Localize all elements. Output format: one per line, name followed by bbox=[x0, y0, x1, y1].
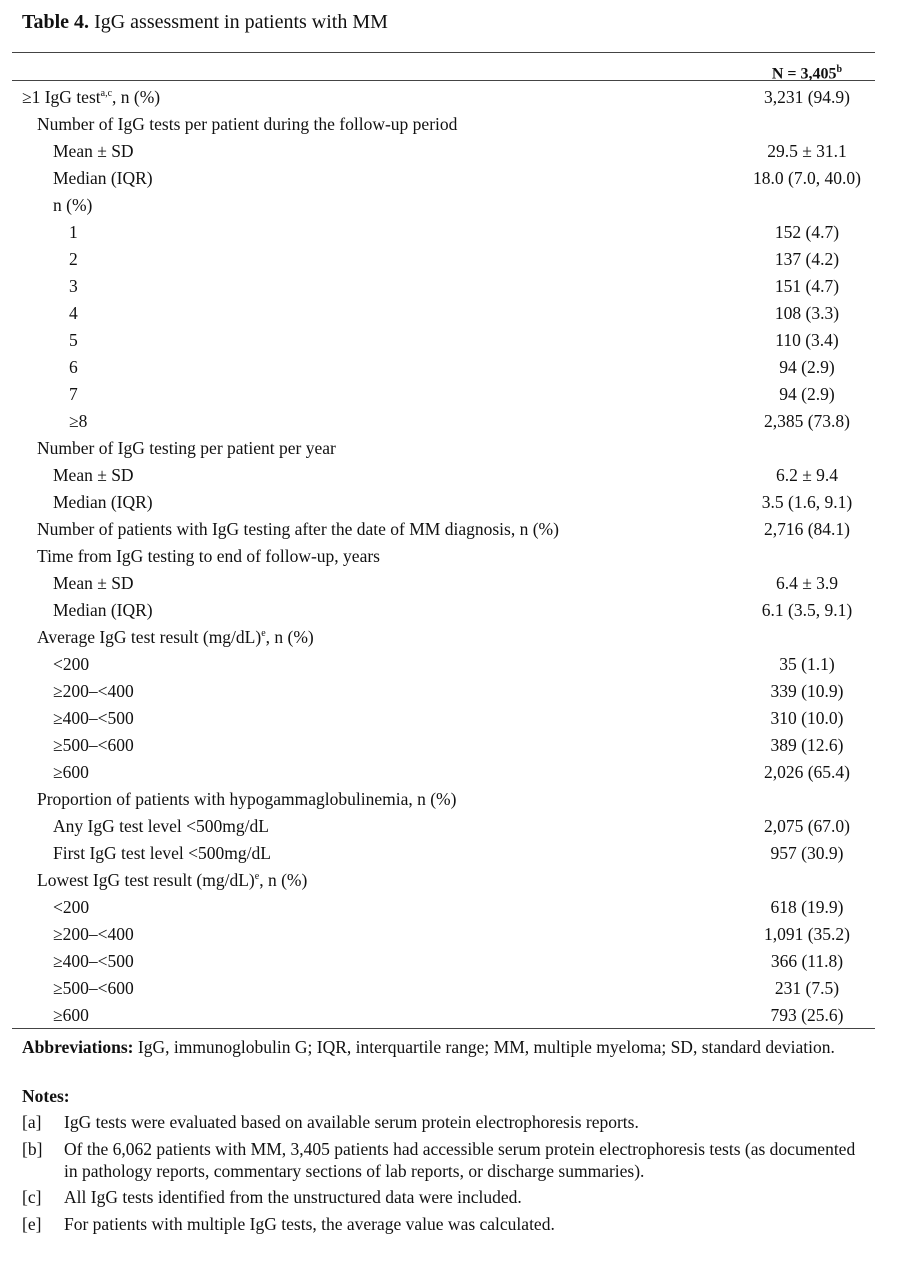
row-label-suffix: , n (%) bbox=[112, 87, 161, 107]
row-value: 618 (19.9) bbox=[770, 897, 844, 917]
row-value: 1,091 (35.2) bbox=[763, 924, 851, 944]
header-rule bbox=[12, 80, 875, 81]
row-label bbox=[53, 678, 134, 705]
row-label bbox=[53, 1002, 89, 1029]
row-value: 2,385 (73.8) bbox=[763, 411, 851, 431]
row-value: 6.4 ± 3.9 bbox=[775, 573, 839, 593]
notes-heading: Notes: bbox=[22, 1086, 70, 1106]
table-row bbox=[0, 867, 902, 894]
row-label-text: ≥400–<500 bbox=[53, 708, 134, 728]
row-label-text: Mean ± SD bbox=[53, 141, 134, 161]
row-label bbox=[69, 246, 78, 273]
table-row bbox=[0, 786, 902, 813]
note-mark: [b] bbox=[22, 1139, 43, 1159]
table-row bbox=[0, 138, 902, 165]
row-label-text: Number of patients with IgG testing after the date of MM diagnosis, n (%) bbox=[37, 519, 559, 539]
row-label bbox=[53, 570, 134, 597]
row-label bbox=[37, 111, 457, 138]
abbreviations-text: IgG, immunoglobulin G; IQR, interquartile range; MM, multiple myeloma; SD, standard deviation. bbox=[133, 1037, 835, 1057]
row-value: 137 (4.2) bbox=[774, 249, 840, 269]
abbreviations bbox=[22, 1036, 862, 1058]
row-label-text: ≥600 bbox=[53, 762, 89, 782]
row-label-text: Time from IgG testing to end of follow-up, years bbox=[37, 546, 380, 566]
row-value: 339 (10.9) bbox=[770, 681, 844, 701]
note-text: IgG tests were evaluated based on available serum protein electrophoresis reports. bbox=[64, 1112, 639, 1132]
table-row bbox=[0, 489, 902, 516]
table-row bbox=[0, 1002, 902, 1029]
row-label bbox=[69, 219, 78, 246]
row-label bbox=[53, 840, 271, 867]
row-label-text: ≥200–<400 bbox=[53, 681, 134, 701]
table-row bbox=[0, 462, 902, 489]
table-row bbox=[0, 894, 902, 921]
row-label bbox=[53, 597, 153, 624]
column-header-footnote: b bbox=[836, 64, 843, 75]
column-header-text: N = 3,405 bbox=[771, 65, 837, 83]
row-label-text: Median (IQR) bbox=[53, 492, 153, 512]
row-label bbox=[69, 408, 87, 435]
row-value: 151 (4.7) bbox=[774, 276, 840, 296]
row-value: 231 (7.5) bbox=[774, 978, 840, 998]
row-footnote-mark: a,c bbox=[100, 88, 113, 100]
table-row bbox=[0, 246, 902, 273]
row-label bbox=[37, 624, 314, 651]
note-a bbox=[22, 1111, 862, 1133]
row-footnote-mark: e bbox=[254, 871, 260, 883]
note-text: Of the 6,062 patients with MM, 3,405 patients had accessible serum protein electrophoresis tests (as documented in pathology reports, commentary sections of lab reports, or discharge summaries). bbox=[64, 1139, 856, 1181]
table-row bbox=[0, 111, 902, 138]
note-mark: [c] bbox=[22, 1187, 42, 1207]
table-row bbox=[0, 516, 902, 543]
row-value: 29.5 ± 31.1 bbox=[767, 141, 847, 161]
table-row bbox=[0, 219, 902, 246]
row-value: 94 (2.9) bbox=[779, 357, 835, 377]
note-text: For patients with multiple IgG tests, the average value was calculated. bbox=[64, 1214, 555, 1234]
row-value: 6.1 (3.5, 9.1) bbox=[761, 600, 853, 620]
row-label bbox=[37, 543, 380, 570]
table-row bbox=[0, 759, 902, 786]
table-row bbox=[0, 597, 902, 624]
bottom-rule bbox=[12, 1028, 875, 1029]
row-label-text: 1 bbox=[69, 222, 78, 242]
row-label bbox=[69, 300, 78, 327]
row-label bbox=[53, 921, 134, 948]
table-row bbox=[0, 543, 902, 570]
table-row bbox=[0, 273, 902, 300]
row-label bbox=[53, 732, 134, 759]
row-label-text: ≥1 IgG test bbox=[22, 87, 101, 107]
row-value: 366 (11.8) bbox=[770, 951, 844, 971]
row-label-text: 3 bbox=[69, 276, 78, 296]
row-label-text: Average IgG test result (mg/dL) bbox=[37, 627, 262, 647]
row-value: 35 (1.1) bbox=[779, 654, 835, 674]
table-row bbox=[0, 975, 902, 1002]
row-value: 94 (2.9) bbox=[779, 384, 835, 404]
row-label-text: ≥500–<600 bbox=[53, 978, 134, 998]
note-c bbox=[22, 1186, 862, 1208]
row-label-text: Lowest IgG test result (mg/dL) bbox=[37, 870, 255, 890]
row-label bbox=[37, 867, 307, 894]
row-label-text: 7 bbox=[69, 384, 78, 404]
row-label-text: 5 bbox=[69, 330, 78, 350]
table-row bbox=[0, 408, 902, 435]
row-label-text: 2 bbox=[69, 249, 78, 269]
row-label-text: ≥400–<500 bbox=[53, 951, 134, 971]
table-row bbox=[0, 705, 902, 732]
row-label bbox=[53, 948, 134, 975]
row-label bbox=[53, 813, 269, 840]
row-value: 2,026 (65.4) bbox=[763, 762, 851, 782]
row-label-text: ≥600 bbox=[53, 1005, 89, 1025]
table-row bbox=[0, 165, 902, 192]
row-label bbox=[22, 84, 160, 111]
table-title bbox=[22, 9, 388, 35]
row-label-text: First IgG test level <500mg/dL bbox=[53, 843, 271, 863]
note-b bbox=[22, 1138, 862, 1182]
row-label bbox=[53, 138, 134, 165]
abbreviations-label: Abbreviations: bbox=[22, 1037, 134, 1057]
table-row bbox=[0, 840, 902, 867]
table-row bbox=[0, 678, 902, 705]
row-label-text: 4 bbox=[69, 303, 78, 323]
note-mark: [a] bbox=[22, 1112, 42, 1132]
table-row bbox=[0, 84, 902, 111]
row-label bbox=[69, 381, 78, 408]
row-label-text: n (%) bbox=[53, 195, 93, 215]
row-label-text: Number of IgG testing per patient per year bbox=[37, 438, 336, 458]
row-label bbox=[53, 165, 153, 192]
row-label bbox=[37, 516, 559, 543]
row-label-suffix: , n (%) bbox=[265, 627, 314, 647]
table-number: Table 4. bbox=[22, 11, 90, 33]
row-label bbox=[53, 462, 134, 489]
table-row bbox=[0, 624, 902, 651]
row-label-text: Any IgG test level <500mg/dL bbox=[53, 816, 269, 836]
table-row bbox=[0, 732, 902, 759]
row-label-text: Median (IQR) bbox=[53, 600, 153, 620]
row-label-text: Proportion of patients with hypogammaglobulinemia, n (%) bbox=[37, 789, 457, 809]
row-value: 6.2 ± 9.4 bbox=[775, 465, 839, 485]
row-label-text: Number of IgG tests per patient during the follow-up period bbox=[37, 114, 458, 134]
table-row bbox=[0, 921, 902, 948]
row-value: 18.0 (7.0, 40.0) bbox=[753, 168, 861, 188]
table-row bbox=[0, 435, 902, 462]
row-label-text: ≥8 bbox=[69, 411, 88, 431]
row-label-text: ≥500–<600 bbox=[53, 735, 134, 755]
row-label bbox=[53, 705, 134, 732]
row-label-text: Mean ± SD bbox=[53, 465, 134, 485]
row-label bbox=[69, 327, 78, 354]
row-label bbox=[37, 435, 336, 462]
row-label bbox=[53, 975, 134, 1002]
row-footnote-mark: e bbox=[261, 628, 266, 640]
row-label bbox=[53, 489, 153, 516]
row-label bbox=[53, 651, 89, 678]
row-label bbox=[69, 354, 78, 381]
table-row bbox=[0, 300, 902, 327]
table-row bbox=[0, 651, 902, 678]
note-text: All IgG tests identified from the unstructured data were included. bbox=[64, 1187, 522, 1207]
table-row bbox=[0, 327, 902, 354]
row-label bbox=[53, 192, 92, 219]
table-row bbox=[0, 381, 902, 408]
row-value: 3.5 (1.6, 9.1) bbox=[761, 492, 853, 512]
row-label bbox=[53, 759, 89, 786]
row-label-suffix: , n (%) bbox=[259, 870, 308, 890]
top-rule bbox=[12, 52, 875, 53]
table-row bbox=[0, 570, 902, 597]
row-value: 793 (25.6) bbox=[770, 1005, 844, 1025]
row-label-text: ≥200–<400 bbox=[53, 924, 134, 944]
row-label-text: Median (IQR) bbox=[53, 168, 153, 188]
table-body bbox=[0, 84, 902, 1029]
row-value: 310 (10.0) bbox=[770, 708, 844, 728]
note-mark: [e] bbox=[22, 1214, 42, 1234]
table-row bbox=[0, 354, 902, 381]
row-value: 110 (3.4) bbox=[775, 330, 839, 350]
row-label bbox=[69, 273, 78, 300]
note-e bbox=[22, 1213, 862, 1235]
table-row bbox=[0, 192, 902, 219]
row-label-text: Mean ± SD bbox=[53, 573, 134, 593]
row-value: 3,231 (94.9) bbox=[763, 87, 851, 107]
table-row bbox=[0, 948, 902, 975]
row-value: 389 (12.6) bbox=[770, 735, 844, 755]
row-value: 152 (4.7) bbox=[774, 222, 840, 242]
row-label-text: <200 bbox=[53, 654, 90, 674]
row-label-text: <200 bbox=[53, 897, 90, 917]
row-label-text: 6 bbox=[69, 357, 78, 377]
row-value: 957 (30.9) bbox=[770, 843, 844, 863]
table-title-text: IgG assessment in patients with MM bbox=[89, 11, 388, 33]
table-row bbox=[0, 813, 902, 840]
row-label bbox=[37, 786, 456, 813]
row-value: 2,075 (67.0) bbox=[763, 816, 851, 836]
row-value: 2,716 (84.1) bbox=[763, 519, 851, 539]
row-value: 108 (3.3) bbox=[774, 303, 840, 323]
row-label bbox=[53, 894, 89, 921]
